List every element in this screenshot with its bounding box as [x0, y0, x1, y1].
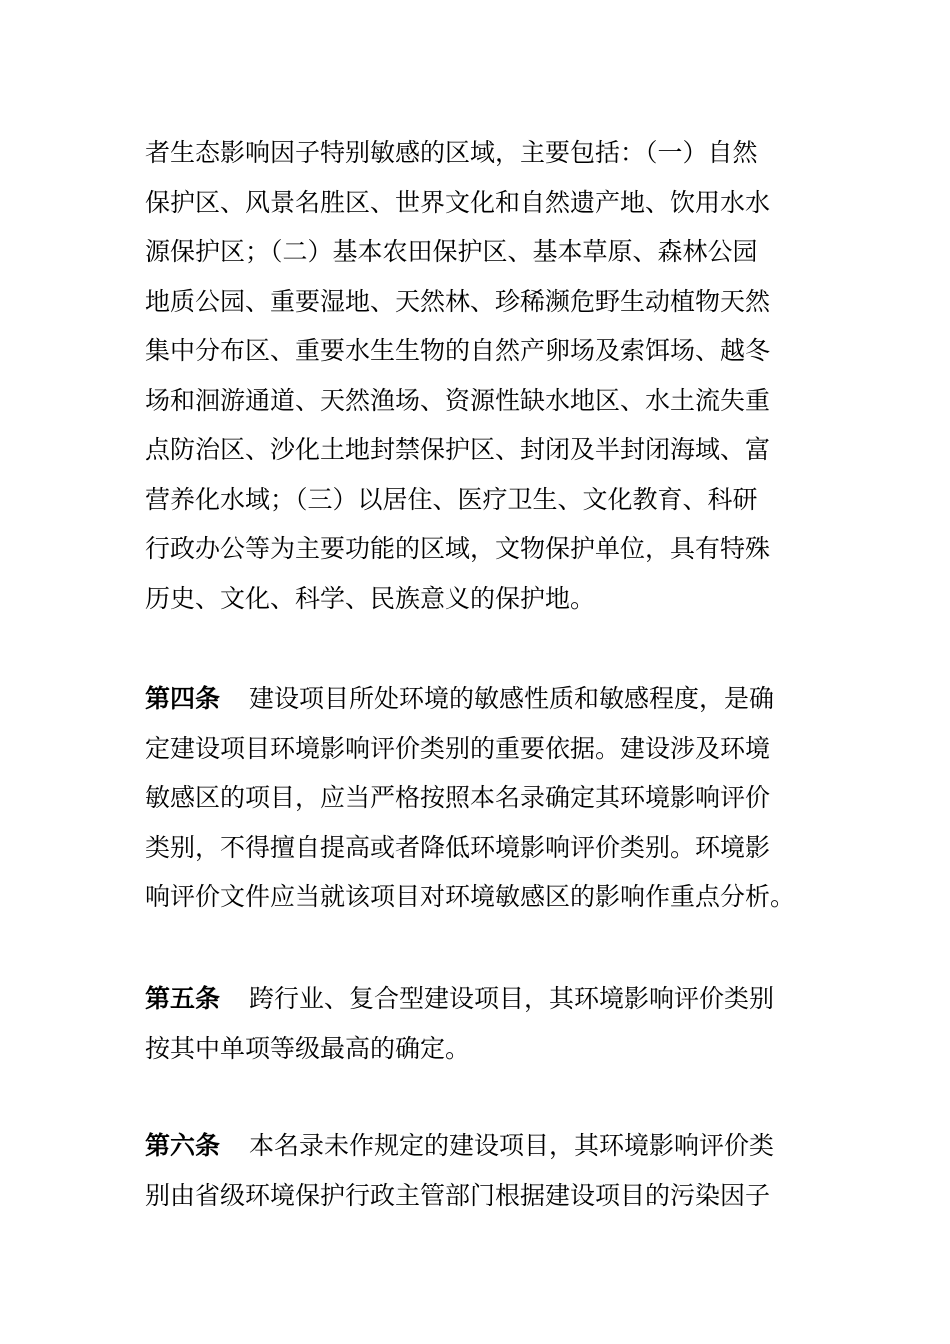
article-6-label: 第六条	[145, 1131, 221, 1160]
article-5-text: 跨行业、复合型建设项目，其环境影响评价类别	[249, 984, 775, 1013]
text-line: 保护区、风景名胜区、世界文化和自然遗产地、饮用水水	[145, 187, 771, 217]
text-line: 源保护区；（二）基本农田保护区、基本草原、森林公园	[145, 237, 758, 266]
article-5-label: 第五条	[145, 984, 221, 1013]
text-line	[145, 674, 807, 724]
article-4-label: 第四条	[145, 684, 221, 713]
text-line: 定建设项目环境影响评价类别的重要依据。建设涉及环境	[145, 733, 771, 763]
text-line: 营养化水域；（三）以居住、医疗卫生、文化教育、科研	[145, 484, 758, 514]
text-line: 场和洄游通道、天然渔场、资源性缺水地区、水土流失重	[145, 385, 771, 415]
text-line: 按其中单项等级最高的确定。	[145, 1033, 471, 1063]
text-line	[145, 1121, 807, 1171]
text-line: 点防治区、沙化土地封禁保护区、封闭及半封闭海域、富	[145, 435, 771, 464]
article-5	[145, 974, 807, 1073]
text-line: 敏感区的项目，应当严格按照本名录确定其环境影响评价	[145, 783, 771, 812]
text-line: 者生态影响因子特别敏感的区域，主要包括：（一）自然	[145, 138, 758, 167]
text-line: 别由省级环境保护行政主管部门根据建设项目的污染因子	[145, 1180, 771, 1210]
text-line: 行政办公等为主要功能的区域，文物保护单位，具有特殊	[145, 534, 771, 563]
paragraph-sensitive-areas	[145, 128, 807, 623]
article-4-text: 建设项目所处环境的敏感性质和敏感程度，是确	[249, 684, 775, 713]
article-4	[145, 674, 807, 922]
text-line: 历史、文化、科学、民族意义的保护地。	[145, 583, 596, 613]
text-line: 地质公园、重要湿地、天然林、珍稀濒危野生动植物天然	[145, 286, 771, 316]
text-line	[145, 974, 807, 1024]
article-6	[145, 1121, 807, 1220]
text-line: 响评价文件应当就该项目对环境敏感区的影响作重点分析。	[145, 882, 796, 911]
text-line: 集中分布区、重要水生生物的自然产卵场及索饵场、越冬	[145, 336, 771, 365]
article-6-text: 本名录未作规定的建设项目，其环境影响评价类	[249, 1131, 775, 1160]
text-line: 类别，不得擅自提高或者降低环境影响评价类别。环境影	[145, 832, 771, 862]
